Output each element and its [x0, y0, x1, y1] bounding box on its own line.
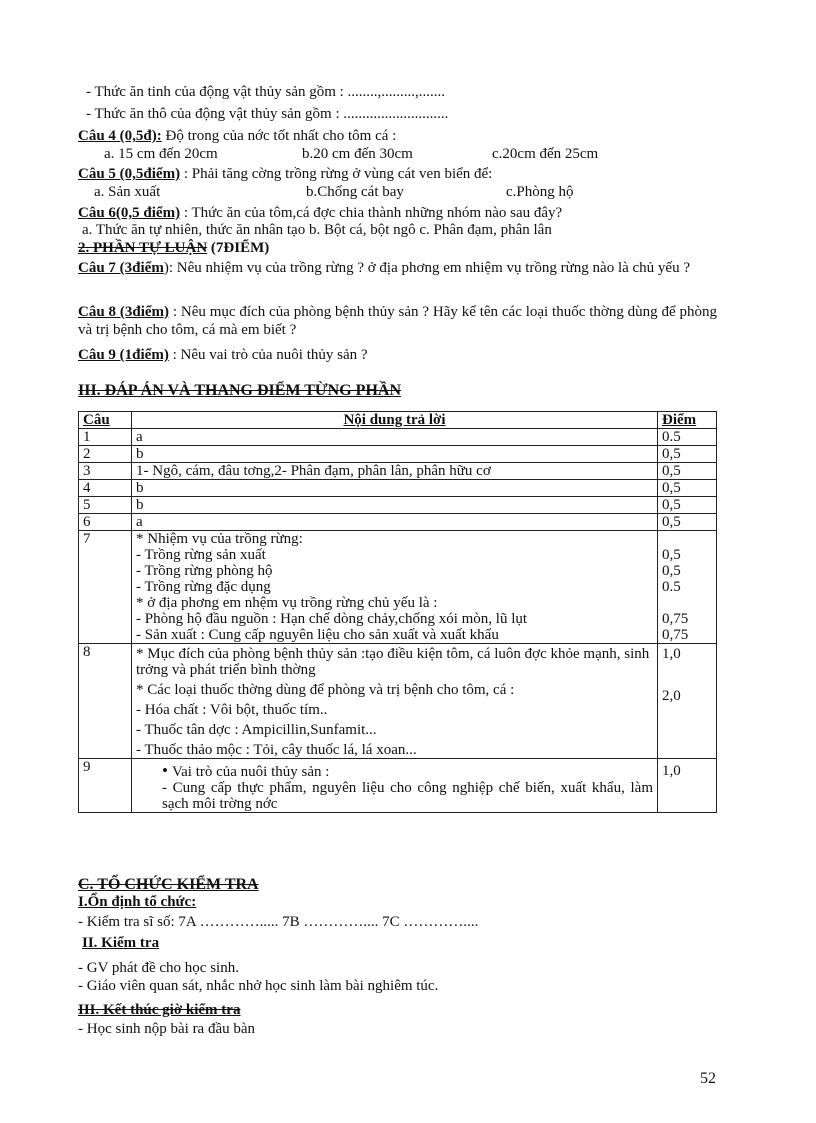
row-answer: b	[132, 497, 658, 514]
row-answer: b	[132, 446, 658, 463]
score-line: 0,75	[662, 611, 689, 627]
row-question: 7	[79, 531, 132, 644]
question-4	[78, 127, 396, 145]
row-score: 0,5	[658, 514, 717, 531]
line-distribute: - GV phát đề cho học sinh.	[78, 960, 239, 976]
q5-option-c: c.Phòng hộ	[506, 184, 574, 200]
question-9-text: : Nêu vai trò của nuôi thủy sản ?	[168, 347, 368, 363]
score-line: 2,0	[662, 688, 681, 704]
question-5-text: : Phải tăng cờng trồng rừng ở vùng cát ven biển để:	[180, 166, 493, 182]
part-2-label: 2. PHẦN TỰ LUẬN	[78, 240, 208, 256]
row-answer: 1- Ngô, cám, đâu tơng,2- Phân đạm, phân lân, phân hữu cơ	[132, 463, 658, 480]
row-question: 4	[79, 480, 132, 497]
table-row	[79, 480, 717, 497]
score-line: 0,75	[662, 627, 689, 643]
answer-line: - Phòng hộ đầu nguồn : Hạn chế dòng chảy,chống xói mòn, lũ lụt	[136, 611, 528, 627]
answer-line: - Sản xuất : Cung cấp nguyên liệu cho sản xuất và xuất khẩu	[136, 627, 499, 643]
page-number: 52	[700, 1070, 716, 1087]
question-8-label: Câu 8 (3điểm)	[78, 304, 170, 320]
table-row	[79, 429, 717, 446]
question-6-label: Câu 6(0,5 điểm)	[78, 205, 181, 221]
section-c-title: C. TỔ CHỨC KIỂM TRA	[78, 876, 259, 893]
question-8	[78, 303, 717, 339]
row-answer: a	[132, 514, 658, 531]
row-question: 9	[79, 759, 132, 813]
row-question: 5	[79, 497, 132, 514]
score-line: 0.5	[662, 579, 681, 595]
line-attendance: - Kiểm tra sĩ số: 7A …………..... 7B ………….... 7C …………....	[78, 914, 479, 930]
question-9-label: Câu 9 (1điểm)	[78, 347, 169, 363]
question-7	[78, 259, 717, 277]
line-submit: - Học sinh nộp bài ra đầu bàn	[78, 1021, 256, 1037]
score-line: 1,0	[662, 646, 681, 662]
answer-line: - Cung cấp thực phẩm, nguyên liệu cho công nghiệp chế biến, xuất khẩu, làm sạch môi trờng nớc	[162, 780, 653, 812]
answer-line: - Thuốc tân dợc : Ampicillin,Sunfamit...	[136, 722, 377, 738]
row-score: 0.5	[658, 429, 717, 446]
question-6	[78, 204, 562, 222]
part-2-heading	[78, 239, 269, 257]
line-coarse-feed: - Thức ăn thô của động vật thủy sản gồm : ............................	[86, 106, 449, 122]
row-question: 8	[79, 644, 132, 759]
question-7-text: ): Nêu nhiệm vụ của trồng rừng ? ở địa phơng em nhiệm vụ trồng rừng nào là chủ yếu ?	[163, 260, 691, 276]
q4-option-a: a. 15 cm đến 20cm	[104, 146, 218, 162]
header-score: Điểm	[658, 412, 717, 429]
question-8-text: : Nêu mục đích của phòng bệnh thủy sản ? Hãy kể tên các loại thuốc thờng dùng để phòng và trị bệnh cho tôm, cá mà em biết ?	[78, 304, 717, 338]
row-question: 6	[79, 514, 132, 531]
score-line: 0,5	[662, 563, 681, 579]
answer-line: - Trồng rừng sản xuất	[136, 547, 266, 563]
row-question: 2	[79, 446, 132, 463]
q5-option-b: b.Chống cát bay	[306, 184, 404, 200]
row-question: 1	[79, 429, 132, 446]
row-8-answer	[132, 644, 658, 759]
question-7-label: Câu 7 (3điểm	[78, 260, 164, 276]
row-question: 3	[79, 463, 132, 480]
row-score: 0,5	[658, 463, 717, 480]
q5-option-a: a. Sản xuất	[94, 184, 161, 200]
table-row-9	[79, 759, 717, 813]
answer-line: - Trồng rừng phòng hộ	[136, 563, 273, 579]
answer-line: - Hóa chất : Vôi bột, thuốc tím..	[136, 702, 328, 718]
answer-line: * ở địa phơng em nhệm vụ trồng rừng chủ yếu là :	[136, 595, 438, 611]
table-row	[79, 446, 717, 463]
table-row-7	[79, 531, 717, 644]
row-8-scores	[658, 644, 717, 759]
part-2-points: (7ĐIỂM)	[207, 240, 270, 256]
line-observe: - Giáo viên quan sát, nhắc nhở học sinh làm bài nghiêm túc.	[78, 978, 439, 994]
answer-line: * Mục đích của phòng bệnh thủy sản :tạo điều kiện tôm, cá luôn đợc khỏe mạnh, sinh trởng và phát triển bình thờng	[136, 646, 650, 678]
row-answer: a	[132, 429, 658, 446]
question-5-label: Câu 5 (0,5điểm)	[78, 166, 181, 182]
table-row	[79, 497, 717, 514]
line-concentrate-feed: - Thức ăn tinh của động vật thủy sản gồm : ........,.........,.......	[86, 84, 446, 100]
header-answer: Nội dung trả lời	[132, 412, 658, 429]
table-row-8	[79, 644, 717, 759]
row-9-answer	[132, 759, 658, 813]
answer-line: - Trồng rừng đặc dụng	[136, 579, 271, 595]
row-7-scores	[658, 531, 717, 644]
header-question: Câu	[79, 412, 132, 429]
heading-test: II. Kiểm tra	[82, 935, 160, 951]
score-line: 0,5	[662, 547, 681, 563]
row-score: 1,0	[658, 759, 717, 813]
question-9	[78, 346, 368, 364]
table-row	[79, 463, 717, 480]
row-score: 0,5	[658, 480, 717, 497]
row-answer: b	[132, 480, 658, 497]
answer-bullet: • Vai trò của nuôi thủy sản :	[162, 763, 653, 780]
answer-line: * Nhiệm vụ của trồng rừng:	[136, 531, 303, 547]
answer-table	[78, 411, 717, 813]
row-score: 0,5	[658, 497, 717, 514]
answer-line: * Các loại thuốc thờng dùng để phòng và trị bệnh cho tôm, cá :	[136, 682, 515, 698]
question-4-label: Câu 4 (0,5đ):	[78, 128, 162, 144]
heading-end: III. Kết thúc giờ kiểm tra	[78, 1002, 241, 1018]
q6-options: a. Thức ăn tự nhiên, thức ăn nhân tạo b. Bột cá, bột ngô c. Phân đạm, phân lân	[82, 222, 552, 238]
table-header-row	[79, 412, 717, 429]
row-score: 0,5	[658, 446, 717, 463]
q4-option-b: b.20 cm đến 30cm	[302, 146, 413, 162]
table-row	[79, 514, 717, 531]
heading-stabilize: I.Ổn định tổ chức:	[78, 894, 197, 910]
q4-option-c: c.20cm đến 25cm	[492, 146, 599, 162]
answer-line: - Thuốc thảo mộc : Tỏi, cây thuốc lá, lá xoan...	[136, 742, 417, 758]
section-3-title: III. ĐÁP ÁN VÀ THANG ĐIỂM TỪNG PHẦN	[78, 382, 401, 399]
question-5	[78, 165, 492, 183]
question-4-text: Độ trong của nớc tốt nhất cho tôm cá :	[161, 128, 397, 144]
question-6-text: : Thức ăn của tôm,cá đợc chia thành những nhóm nào sau đây?	[180, 205, 563, 221]
row-7-answer	[132, 531, 658, 644]
